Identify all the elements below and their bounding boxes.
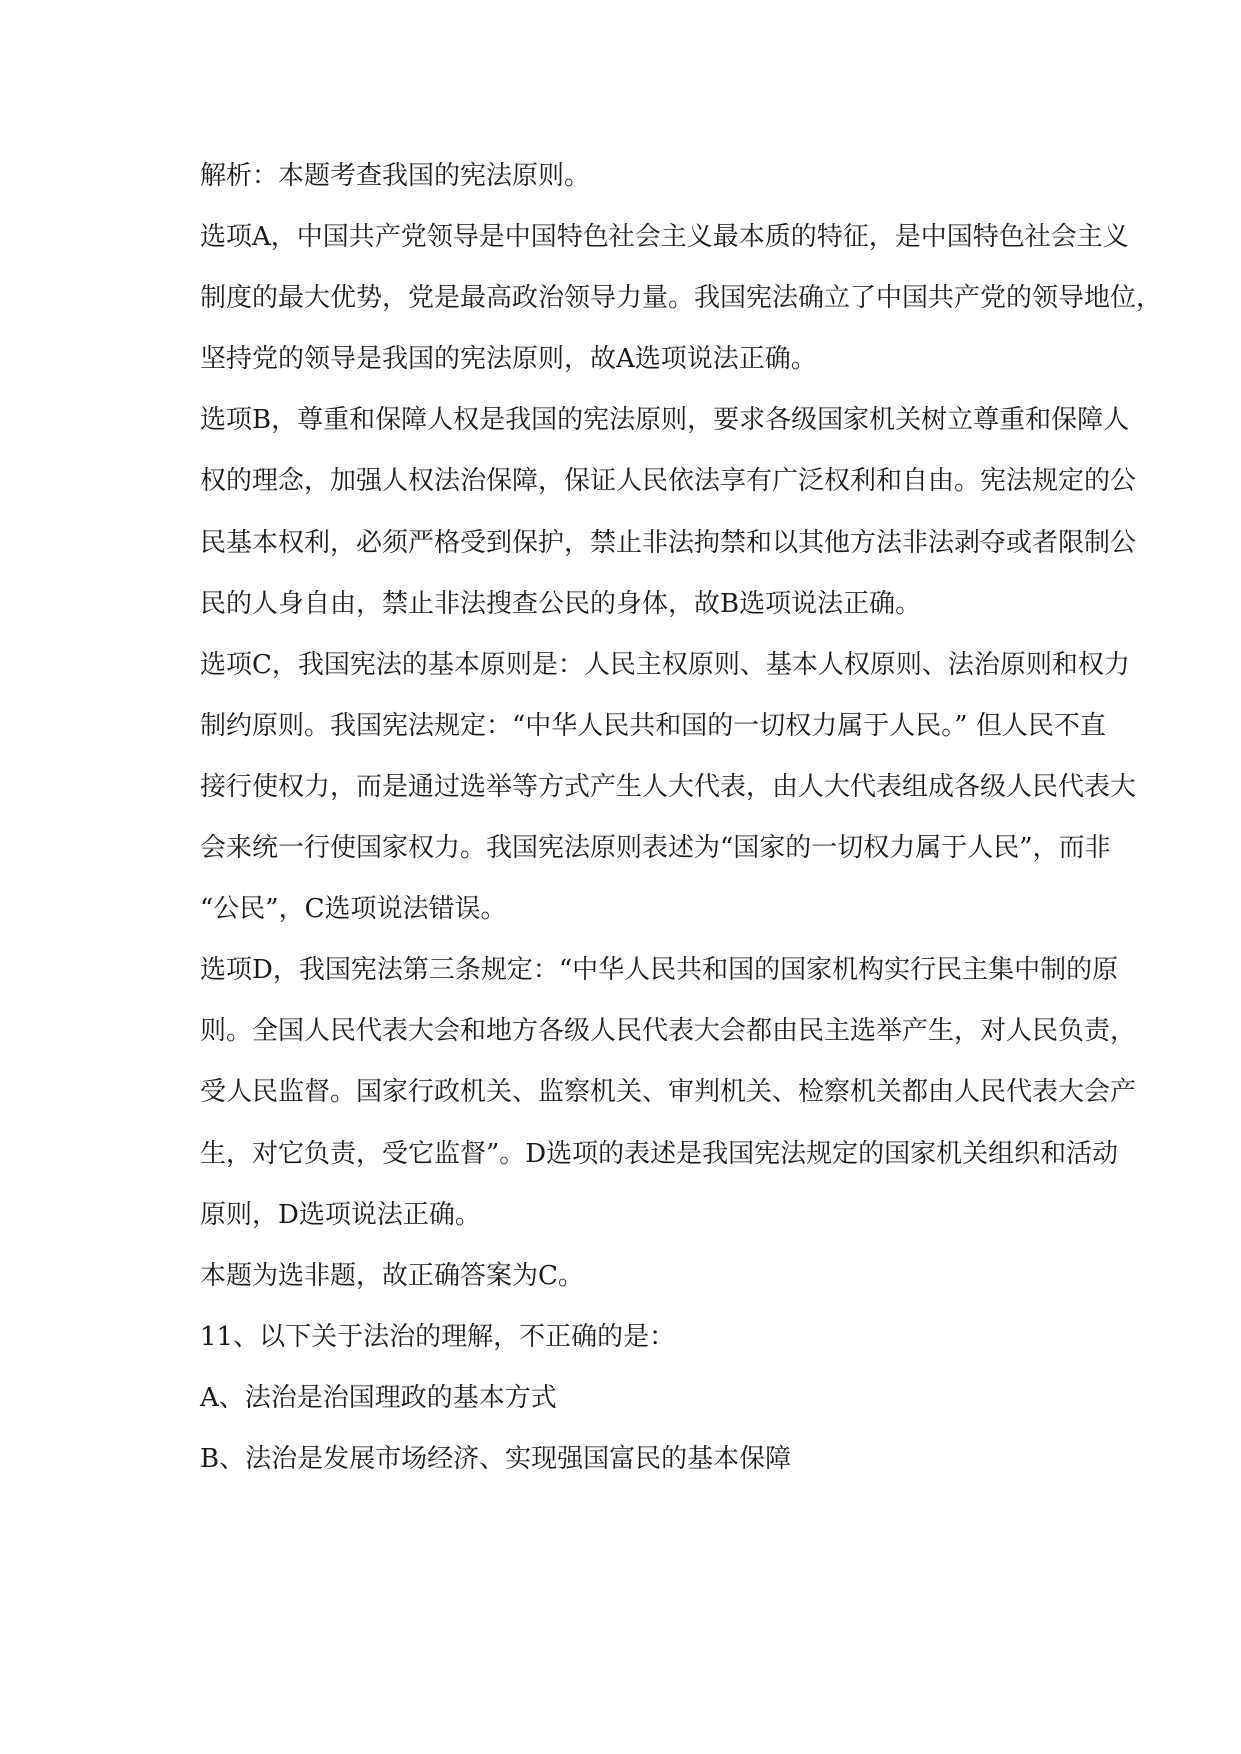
question-11-option-a: A、法治是治国理政的基本方式 xyxy=(200,1382,557,1413)
option-d-explanation-line: 生，对它负责，受它监督”。D选项的表述是我国宪法规定的国家机关组织和活动 xyxy=(200,1138,1119,1169)
analysis-heading: 解析：本题考查我国的宪法原则。 xyxy=(200,161,591,191)
option-d-explanation-line: 原则，D选项说法正确。 xyxy=(200,1199,481,1230)
option-c-explanation-line: 制约原则。我国宪法规定：“中华人民共和国的一切权力属于人民。” 但人民不直 xyxy=(200,710,1106,741)
option-c-explanation-line: 会来统一行使国家权力。我国宪法原则表述为“国家的一切权力属于人民”，而非 xyxy=(200,833,1111,864)
option-a-explanation-line: 坚持党的领导是我国的宪法原则，故A选项说法正确。 xyxy=(200,344,817,375)
question-11-stem: 11、以下关于法治的理解，不正确的是： xyxy=(200,1321,676,1352)
question-11-option-b: B、法治是发展市场经济、实现强国富民的基本保障 xyxy=(200,1443,792,1474)
option-b-explanation-line: 权的理念，加强人权法治保障，保证人民依法享有广泛权利和自由。宪法规定的公 xyxy=(200,466,1137,497)
option-b-explanation-line: 选项B，尊重和保障人权是我国的宪法原则，要求各级国家机关树立尊重和保障人 xyxy=(200,405,1130,436)
answer-conclusion: 本题为选非题，故正确答案为C。 xyxy=(200,1260,584,1291)
option-b-explanation-line: 民基本权利，必须严格受到保护，禁止非法拘禁和以其他方法非法剥夺或者限制公 xyxy=(200,527,1137,558)
option-d-explanation-line: 则。全国人民代表大会和地方各级人民代表大会都由民主选举产生，对人民负责， xyxy=(200,1016,1137,1047)
option-c-explanation-line: 接行使权力，而是通过选举等方式产生人大代表，由人大代表组成各级人民代表大 xyxy=(200,771,1137,802)
option-b-explanation-line: 民的人身自由，禁止非法搜查公民的身体，故B选项说法正确。 xyxy=(200,588,922,619)
option-d-explanation-line: 受人民监督。国家行政机关、监察机关、审判机关、检察机关都由人民代表大会产 xyxy=(200,1077,1137,1108)
option-a-explanation-line: 选项A，中国共产党领导是中国特色社会主义最本质的特征，是中国特色社会主义 xyxy=(200,222,1129,253)
option-c-explanation-line: 选项C，我国宪法的基本原则是：人民主权原则、基本人权原则、法治原则和权力 xyxy=(200,649,1130,680)
option-d-explanation-line: 选项D，我国宪法第三条规定：“中华人民共和国的国家机构实行民主集中制的原 xyxy=(200,955,1119,986)
document-body xyxy=(200,146,1163,1490)
option-a-explanation-line: 制度的最大优势，党是最高政治领导力量。我国宪法确立了中国共产党的领导地位， xyxy=(200,283,1163,314)
option-c-explanation-line: “公民”，C选项说法错误。 xyxy=(200,894,507,925)
